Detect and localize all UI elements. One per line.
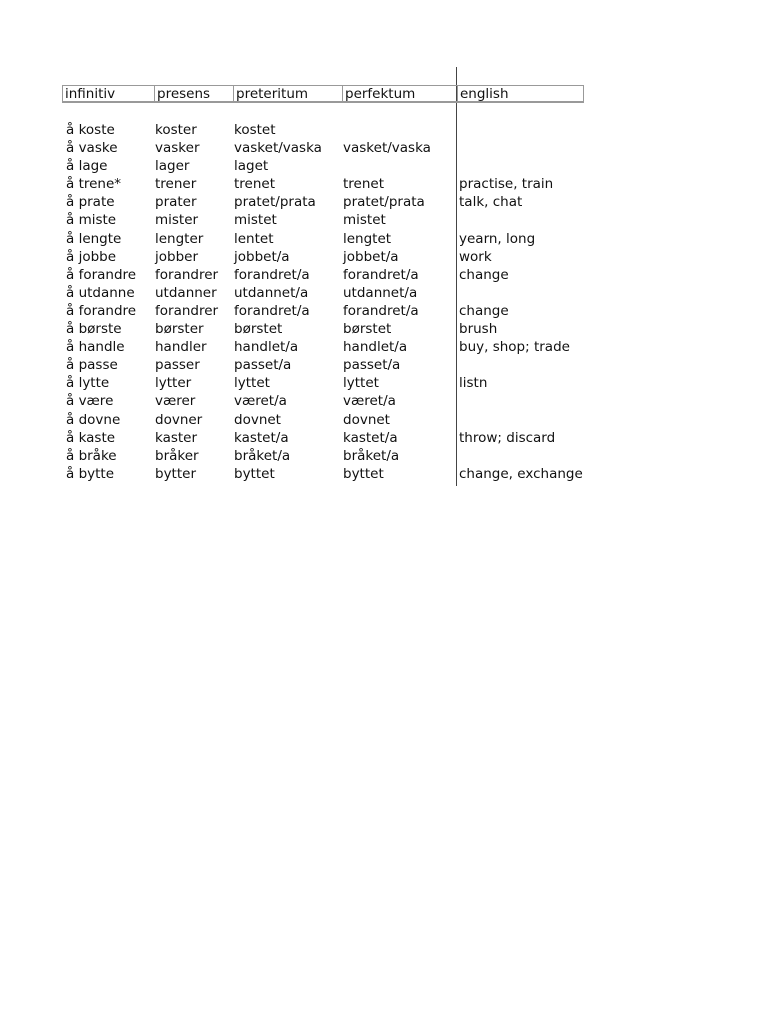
presens-cell: koster	[155, 122, 197, 138]
perfektum-cell: lengtet	[343, 230, 392, 247]
infinitiv-cell: å forandre	[66, 266, 137, 283]
infinitiv-cell: å trene*	[66, 176, 122, 193]
english-cell: brush	[459, 321, 498, 338]
preteritum-cell: forandret/a	[234, 302, 310, 319]
perfektum-cell: lyttet	[343, 375, 379, 392]
table-row	[0, 447, 768, 465]
preteritum-cell: jobbet/a	[234, 248, 290, 265]
perfektum-cell: børstet	[343, 321, 392, 338]
header-infinitiv: infinitiv	[65, 86, 116, 102]
english-cell: work	[459, 248, 492, 265]
table-row	[0, 193, 768, 211]
english-cell: listn	[459, 375, 488, 392]
infinitiv-cell: å miste	[66, 212, 117, 229]
preteritum-cell: lyttet	[234, 375, 270, 392]
table-row	[0, 374, 768, 392]
infinitiv-cell: å lage	[66, 158, 108, 175]
preteritum-cell: dovnet	[234, 411, 281, 428]
header-english: english	[457, 86, 585, 101]
english-cell: throw; discard	[459, 429, 556, 446]
infinitiv-cell: å bråke	[66, 447, 117, 464]
english-cell: change, exchange	[459, 465, 583, 482]
perfektum-cell: jobbet/a	[343, 248, 399, 265]
infinitiv-cell: å lytte	[66, 375, 110, 392]
presens-cell: jobber	[155, 248, 199, 265]
table-row	[0, 157, 768, 175]
table-row	[0, 411, 768, 429]
presens-cell: bytter	[155, 465, 197, 482]
table-row	[0, 121, 768, 139]
english-cell: buy, shop; trade	[459, 339, 570, 356]
english-cell: practise, train	[459, 176, 554, 193]
perfektum-cell: kastet/a	[343, 429, 398, 446]
table-row	[0, 139, 768, 157]
presens-cell: lengter	[155, 230, 204, 247]
infinitiv-cell: å prate	[66, 194, 115, 211]
presens-cell: mister	[155, 212, 199, 229]
perfektum-cell: bråket/a	[343, 447, 400, 464]
preteritum-cell: handlet/a	[234, 339, 299, 356]
presens-cell: handler	[155, 339, 207, 356]
presens-cell: forandrer	[155, 302, 219, 319]
presens-cell: lytter	[155, 375, 192, 392]
english-cell: change	[459, 266, 509, 283]
presens-cell: vasker	[155, 140, 200, 157]
infinitiv-cell: å lengte	[66, 230, 122, 247]
infinitiv-cell: å vaske	[66, 140, 118, 157]
perfektum-cell: mistet	[343, 212, 386, 229]
verb-table-body	[0, 121, 768, 483]
perfektum-cell: forandret/a	[343, 266, 419, 283]
preteritum-cell: utdannet/a	[234, 284, 309, 301]
perfektum-cell: været/a	[343, 393, 396, 410]
table-row	[0, 465, 768, 483]
infinitiv-cell: å forandre	[66, 302, 137, 319]
perfektum-cell: trenet	[343, 176, 385, 193]
infinitiv-cell: å handle	[66, 339, 125, 356]
perfektum-cell: dovnet	[343, 411, 390, 428]
english-cell: talk, chat	[459, 194, 523, 211]
perfektum-cell: byttet	[343, 465, 384, 482]
presens-cell: lager	[155, 158, 190, 175]
table-row	[0, 266, 768, 284]
infinitiv-cell: å passe	[66, 357, 118, 374]
preteritum-cell: byttet	[234, 465, 275, 482]
table-row	[0, 248, 768, 266]
table-row	[0, 338, 768, 356]
table-row	[0, 211, 768, 229]
preteritum-cell: forandret/a	[234, 266, 310, 283]
english-cell: change	[459, 302, 509, 319]
infinitiv-cell: å koste	[66, 122, 115, 138]
preteritum-cell: bråket/a	[234, 447, 291, 464]
perfektum-cell: utdannet/a	[343, 284, 418, 301]
table-row	[0, 429, 768, 447]
header-preteritum: preteritum	[233, 86, 342, 101]
infinitiv-cell: å utdanne	[66, 284, 135, 301]
perfektum-cell: vasket/vaska	[343, 140, 431, 157]
preteritum-cell: trenet	[234, 176, 276, 193]
perfektum-cell: passet/a	[343, 357, 401, 374]
presens-cell: børster	[155, 321, 204, 338]
infinitiv-cell: å jobbe	[66, 248, 117, 265]
presens-cell: kaster	[155, 429, 198, 446]
preteritum-cell: været/a	[234, 393, 287, 410]
presens-cell: værer	[155, 393, 196, 410]
presens-cell: trener	[155, 176, 197, 193]
preteritum-cell: børstet	[234, 321, 283, 338]
perfektum-cell: pratet/prata	[343, 194, 425, 211]
table-row	[0, 175, 768, 193]
table-header-row	[62, 85, 584, 103]
infinitiv-cell: å børste	[66, 321, 122, 338]
preteritum-cell: pratet/prata	[234, 194, 316, 211]
table-row	[0, 302, 768, 320]
presens-cell: utdanner	[155, 284, 217, 301]
perfektum-cell: handlet/a	[343, 339, 408, 356]
infinitiv-cell: å kaste	[66, 429, 116, 446]
infinitiv-cell: å være	[66, 393, 114, 410]
preteritum-cell: kastet/a	[234, 429, 289, 446]
table-row	[0, 356, 768, 374]
preteritum-cell: kostet	[234, 122, 276, 138]
perfektum-cell: forandret/a	[343, 302, 419, 319]
presens-cell: passer	[155, 357, 200, 374]
table-row	[0, 230, 768, 248]
table-row	[0, 320, 768, 338]
table-row	[0, 284, 768, 302]
preteritum-cell: passet/a	[234, 357, 292, 374]
presens-cell: bråker	[155, 447, 199, 464]
infinitiv-cell: å bytte	[66, 465, 115, 482]
infinitiv-cell: å dovne	[66, 411, 121, 428]
header-perfektum: perfektum	[342, 86, 457, 101]
english-cell: yearn, long	[459, 230, 536, 247]
preteritum-cell: mistet	[234, 212, 277, 229]
header-presens: presens	[154, 86, 233, 101]
presens-cell: forandrer	[155, 266, 219, 283]
presens-cell: dovner	[155, 411, 203, 428]
preteritum-cell: vasket/vaska	[234, 140, 322, 157]
preteritum-cell: lentet	[234, 230, 274, 247]
presens-cell: prater	[155, 194, 197, 211]
preteritum-cell: laget	[234, 158, 269, 175]
table-row	[0, 392, 768, 410]
